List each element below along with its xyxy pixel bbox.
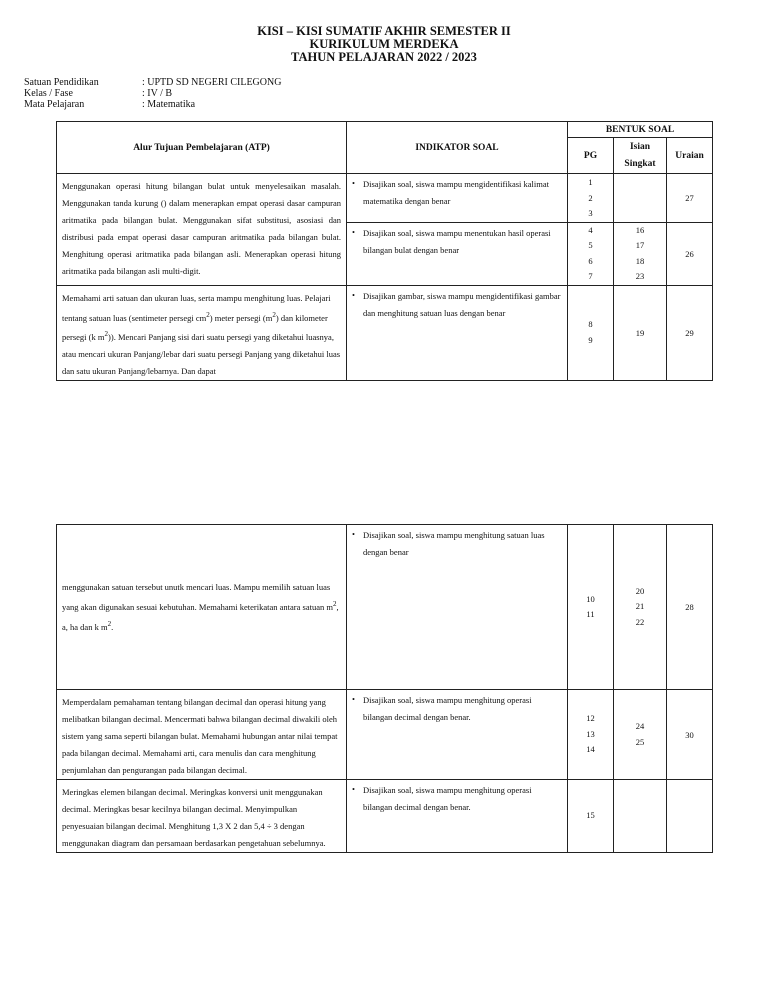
atp-cell: Menggunakan operasi hitung bilangan bulat untuk menyelesaikan masalah. Menggunakan tanda kurung () dalam menerapkan empat operasi dasar campuran aritmatika pada bilangan bulat. Menggunakan sifat substitusi, asosiasi dan distribusi pada empat operasi dasar campuran aritmatika pada bilangan bulat. Menghitung operasi aritmatika pada bilangan asli. Menerapkan operasi hitung aritmatika pada bilangan asli multi-digit.: [57, 174, 347, 286]
meta-kelas: [24, 88, 172, 99]
isian-number: 21: [635, 601, 645, 612]
atp-text: .: [111, 621, 114, 632]
isian-number: 25: [635, 736, 645, 747]
uraian-cell: 28: [667, 525, 713, 690]
uraian-cell: 29: [667, 285, 713, 381]
isian-cell: [614, 690, 667, 780]
isian-number: 22: [635, 616, 645, 627]
isian-number: 16: [635, 224, 645, 235]
bullet-icon: •: [352, 694, 355, 704]
atp-cell: [57, 285, 347, 381]
indikator-cell: [347, 690, 568, 780]
indikator-text: Disajikan soal, siswa mampu menentukan hasil operasi bilangan bulat dengan benar: [363, 227, 551, 255]
pg-number: 5: [588, 240, 593, 250]
table-row: [57, 525, 713, 690]
atp-cell: Memperdalam pemahaman tentang bilangan decimal dan operasi hitung yang melibatkan bilangan decimal. Mencermati bahwa bilangan decimal diwakili oleh sistem yang sama seperti bilangan bulat. Memahami hubungan antar nilai tempat pada bilangan decimal. Memahami arti, cara menulis dan cara menghitung penjumlahan dan pengurangan pada bilangan decimal.: [57, 690, 347, 780]
header-isian-line-2: Singkat: [624, 158, 656, 169]
isian-number: 24: [635, 721, 645, 731]
table-row: [57, 285, 713, 381]
meta-mapel: [24, 99, 195, 110]
superscript: 2: [206, 310, 210, 319]
atp-text: ) dan kilometer persegi (k m: [62, 312, 328, 343]
atp-text: )). Mencari Panjang sisi dari suatu persegi yang diketahui luasnya, atau mencari ukuran Panjang/lebar dari suatu persegi Panjang yang diketahui luas dan satu ukuran Panjang/lebarnya. Dan dapat: [62, 332, 341, 377]
pg-cell: [568, 222, 614, 285]
indikator-text: Disajikan soal, siswa mampu mengidentifikasi kalimat matematika dengan benar: [363, 179, 550, 206]
pg-cell: [568, 285, 614, 381]
atp-text: menggunakan satuan tersebut unutk mencari luas. Mampu memilih satuan luas yang akan digunakan sesuai kebutuhan. Memahami keterikatan antara satuan m: [62, 581, 333, 612]
superscript: 2: [272, 310, 276, 319]
indikator-text: Disajikan soal, siswa mampu menghitung operasi bilangan decimal dengan benar.: [363, 695, 532, 722]
isian-cell: [614, 780, 667, 853]
atp-cell: [57, 525, 347, 690]
table-row: [57, 780, 713, 853]
atp-cell: Meringkas elemen bilangan decimal. Meringkas konversi unit menggunakan decimal. Meringkas besar kecilnya bilangan decimal. Menyimpulkan penyesuaian bilangan decimal. Menghitung 1,3 X 2 dan 5,4 ÷ 3 dengan menggunakan diagram dan persamaan berdasarkan pengetahuan sebelumnya.: [57, 780, 347, 853]
pg-number: 3: [588, 208, 593, 218]
header-uraian: Uraian: [667, 138, 713, 174]
isian-cell: [614, 525, 667, 690]
superscript: 2: [104, 330, 109, 339]
isian-cell: [614, 222, 667, 285]
bullet-icon: •: [352, 226, 355, 237]
bullet-icon: •: [352, 784, 355, 794]
indikator-cell: [347, 780, 568, 853]
isian-number: 17: [635, 240, 645, 250]
header-bentuk-soal: BENTUK SOAL: [568, 122, 713, 138]
pg-cell: [568, 174, 614, 223]
kisi-table-part-2: [56, 524, 713, 853]
bullet-icon: •: [352, 178, 355, 188]
atp-text: , a, ha dan k m: [62, 601, 339, 632]
pg-number: 2: [588, 192, 593, 203]
table-row: [57, 174, 713, 223]
isian-cell: [614, 174, 667, 223]
pg-number: 14: [586, 744, 595, 755]
atp-text: ) meter persegi (m: [209, 312, 273, 323]
isian-number: 23: [635, 271, 645, 281]
header-pg: PG: [568, 138, 614, 174]
uraian-cell: 26: [667, 222, 713, 285]
uraian-cell: 30: [667, 690, 713, 780]
pg-number: 6: [588, 255, 593, 266]
doc-title-line-1: KISI – KISI SUMATIF AKHIR SEMESTER II: [257, 24, 511, 38]
pg-number: 12: [586, 713, 595, 724]
pg-number: 13: [586, 728, 595, 739]
bullet-icon: •: [352, 529, 355, 539]
indikator-text: Disajikan soal, siswa mampu menghitung satuan luas dengan benar: [363, 530, 545, 557]
header-indikator: INDIKATOR SOAL: [347, 122, 568, 174]
indikator-text: Disajikan soal, siswa mampu menghitung operasi bilangan decimal dengan benar.: [363, 785, 532, 812]
pg-cell: [568, 525, 614, 690]
pg-number: 9: [588, 334, 593, 345]
pg-cell: 15: [568, 780, 614, 853]
indikator-cell: [347, 525, 568, 690]
uraian-cell: [667, 780, 713, 853]
superscript: 2: [332, 599, 337, 608]
indikator-cell: [347, 285, 568, 381]
meta-value: : IV / B: [142, 88, 173, 99]
bullet-icon: •: [352, 289, 355, 300]
meta-value: : Matematika: [142, 99, 196, 110]
pg-cell: [568, 690, 614, 780]
pg-number: 10: [586, 593, 595, 604]
doc-title-line-3: TAHUN PELAJARAN 2022 / 2023: [291, 50, 477, 64]
pg-number: 11: [586, 609, 595, 619]
indikator-text: Disajikan gambar, siswa mampu mengidentifikasi gambar dan menghitung satuan luas dengan benar: [363, 290, 561, 318]
pg-number: 7: [588, 271, 593, 281]
meta-label: Satuan Pendidikan: [24, 77, 99, 88]
isian-cell: 19: [614, 285, 667, 381]
pg-number: 4: [588, 224, 593, 235]
header-isian-line-1: Isian: [629, 141, 651, 152]
indikator-cell: [347, 222, 568, 285]
pg-number: 8: [588, 319, 593, 330]
atp-text: Memahami arti satuan dan ukuran luas, serta mampu menghitung luas. Pelajari tentang satuan luas (sentimeter persegi cm: [62, 292, 331, 323]
header-isian-singkat: [614, 138, 667, 174]
meta-label: Kelas / Fase: [24, 88, 73, 99]
indikator-cell: [347, 174, 568, 223]
meta-label: Mata Pelajaran: [24, 99, 85, 110]
uraian-cell: 27: [667, 174, 713, 223]
meta-value: : UPTD SD NEGERI CILEGONG: [142, 77, 282, 88]
meta-satuan: [24, 77, 281, 88]
kisi-table-part-1: [56, 121, 713, 381]
isian-number: 18: [635, 255, 645, 266]
table-row: [57, 690, 713, 780]
doc-title-line-2: KURIKULUM MERDEKA: [309, 37, 459, 51]
header-atp: Alur Tujuan Pembelajaran (ATP): [57, 122, 347, 174]
pg-number: 1: [588, 177, 593, 187]
isian-number: 20: [635, 585, 645, 596]
superscript: 2: [107, 619, 112, 628]
